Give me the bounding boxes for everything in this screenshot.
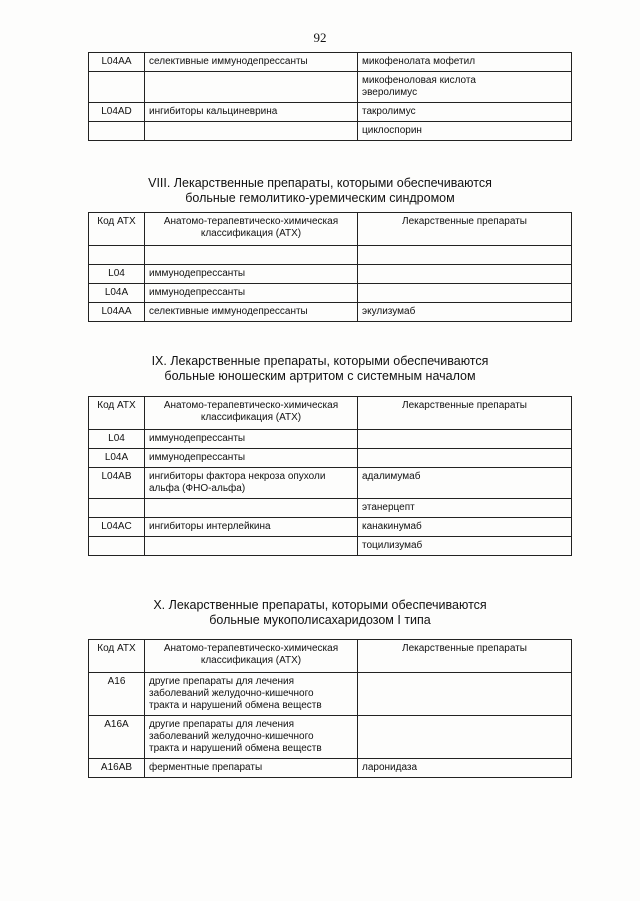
table-row: [89, 518, 572, 537]
cell-drug: тоцилизумаб: [358, 537, 572, 556]
cell-classification: иммунодепрессанты: [145, 265, 358, 284]
cell-classification: другие препараты для лечения заболеваний желудочно-кишечного тракта и нарушений обмена веществ: [145, 716, 358, 759]
cell-atx-code: L04A: [89, 284, 145, 303]
cell-drug: [358, 716, 572, 759]
table-row: [89, 284, 572, 303]
section-9-title-line2: больные юношеским артритом с системным началом: [164, 369, 476, 383]
cell-classification: ингибиторы фактора некроза опухоли альфа (ФНО-альфа): [145, 468, 358, 499]
table-row: [89, 499, 572, 518]
table-row: [89, 246, 572, 265]
table-section-10: [88, 639, 572, 778]
cell-classification: [145, 122, 358, 141]
table-row: [89, 537, 572, 556]
cell-atx-code: L04A: [89, 449, 145, 468]
cell-classification: другие препараты для лечения заболеваний желудочно-кишечного тракта и нарушений обмена веществ: [145, 673, 358, 716]
table-row: [89, 716, 572, 759]
table-row: [89, 103, 572, 122]
cell-drug: [358, 284, 572, 303]
cell-drug: [358, 265, 572, 284]
cell-atx-code: A16A: [89, 716, 145, 759]
table-row: [89, 122, 572, 141]
table-section-9: [88, 396, 572, 556]
cell-drug: такролимус: [358, 103, 572, 122]
cell-atx-code: [89, 537, 145, 556]
cell-drug: [358, 449, 572, 468]
header-atx-classification: Анатомо-терапевтическо-химическая классификация (АТХ): [145, 640, 358, 673]
cell-atx-code: [89, 499, 145, 518]
cell-classification: иммунодепрессанты: [145, 449, 358, 468]
table-header-row: [89, 213, 572, 246]
section-10-title: [0, 598, 640, 628]
page-number: 92: [313, 30, 327, 45]
cell-classification: иммунодепрессанты: [145, 430, 358, 449]
cell-atx-code: L04AA: [89, 303, 145, 322]
table-header-row: [89, 397, 572, 430]
cell-classification: иммунодепрессанты: [145, 284, 358, 303]
cell-atx-code: L04: [89, 265, 145, 284]
header-atx-code: Код АТХ: [89, 397, 145, 430]
table-row: [89, 265, 572, 284]
cell-atx-code: L04AC: [89, 518, 145, 537]
section-8-title-line2: больные гемолитико-уремическим синдромом: [185, 191, 455, 205]
cell-atx-code: A16: [89, 673, 145, 716]
cell-classification: ингибиторы кальциневрина: [145, 103, 358, 122]
cell-drug: ларонидаза: [358, 759, 572, 778]
table-header-row: [89, 640, 572, 673]
cell-atx-code: [89, 246, 145, 265]
header-atx-code: Код АТХ: [89, 640, 145, 673]
table-section-8: [88, 212, 572, 322]
cell-classification: [145, 499, 358, 518]
table-row: [89, 673, 572, 716]
header-atx-classification: Анатомо-терапевтическо-химическая классификация (АТХ): [145, 213, 358, 246]
table-continuation: [88, 52, 572, 141]
table-row: [89, 759, 572, 778]
cell-classification: селективные иммунодепрессанты: [145, 53, 358, 72]
cell-classification: селективные иммунодепрессанты: [145, 303, 358, 322]
cell-atx-code: A16AB: [89, 759, 145, 778]
table-row: [89, 72, 572, 103]
header-drugs: Лекарственные препараты: [358, 213, 572, 246]
cell-atx-code: L04: [89, 430, 145, 449]
cell-classification: [145, 72, 358, 103]
header-atx-code: Код АТХ: [89, 213, 145, 246]
table-row: [89, 303, 572, 322]
cell-drug: микофенолата мофетил: [358, 53, 572, 72]
cell-atx-code: [89, 72, 145, 103]
table-row: [89, 468, 572, 499]
cell-classification: [145, 537, 358, 556]
cell-classification: ферментные препараты: [145, 759, 358, 778]
section-9-title: [0, 354, 640, 384]
cell-atx-code: L04AD: [89, 103, 145, 122]
table-row: [89, 449, 572, 468]
section-9-title-line1: IX. Лекарственные препараты, которыми обеспечиваются: [151, 354, 489, 368]
cell-drug: этанерцепт: [358, 499, 572, 518]
cell-drug: [358, 246, 572, 265]
table-row: [89, 53, 572, 72]
cell-drug: микофеноловая кислота эверолимус: [358, 72, 572, 103]
cell-drug: адалимумаб: [358, 468, 572, 499]
section-10-title-line2: больные мукополисахаридозом I типа: [209, 613, 431, 627]
cell-drug: циклоспорин: [358, 122, 572, 141]
cell-classification: [145, 246, 358, 265]
header-drugs: Лекарственные препараты: [358, 640, 572, 673]
header-drugs: Лекарственные препараты: [358, 397, 572, 430]
cell-drug: [358, 430, 572, 449]
cell-drug: экулизумаб: [358, 303, 572, 322]
table-row: [89, 430, 572, 449]
cell-atx-code: [89, 122, 145, 141]
cell-classification: ингибиторы интерлейкина: [145, 518, 358, 537]
header-atx-classification: Анатомо-терапевтическо-химическая классификация (АТХ): [145, 397, 358, 430]
cell-atx-code: L04AA: [89, 53, 145, 72]
cell-drug: [358, 673, 572, 716]
section-8-title: [0, 176, 640, 206]
cell-atx-code: L04AB: [89, 468, 145, 499]
section-8-title-line1: VIII. Лекарственные препараты, которыми обеспечиваются: [148, 176, 492, 190]
section-10-title-line1: X. Лекарственные препараты, которыми обеспечиваются: [153, 598, 487, 612]
cell-drug: канакинумаб: [358, 518, 572, 537]
